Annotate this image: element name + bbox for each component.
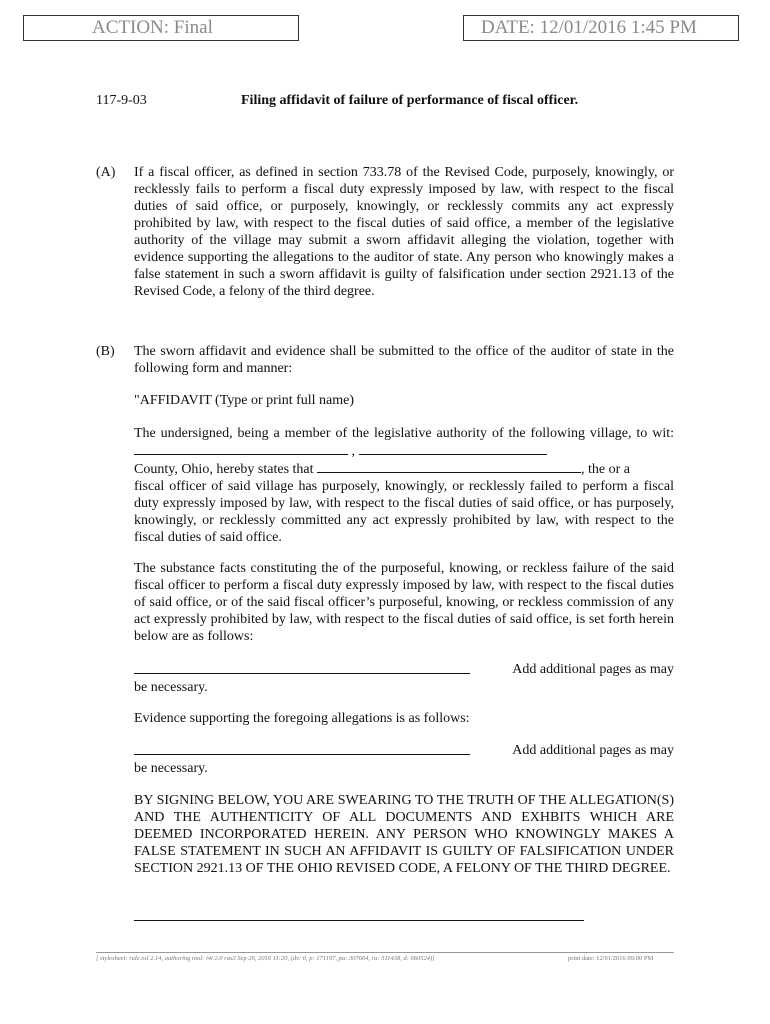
- affidavit-substance-paragraph: The substance facts constituting the of the purposeful, knowing, or reckless failure of the said fiscal officer to perform a fiscal duty expressly imposed by law, with respect to the fiscal duties of said office, or of the said fiscal officer’s purposeful, knowing, or reckless commission of any act expressly prohibited by law, with respect to the fiscal duties of said office, is set forth herein below are as follows:: [134, 561, 674, 644]
- affidavit-undersigned-continued: fiscal officer of said village has purposely, knowingly, or recklessly failed to perform a fiscal duty expressly imposed by law, with respect to the fiscal duties of said office, or has purposely, knowingly, or recklessly committed any act expressly prohibited by law, with respect to the fiscal duties of said office.: [134, 479, 674, 545]
- footer-divider: [96, 952, 674, 953]
- evidence-heading: Evidence supporting the foregoing allegations is as follows:: [134, 711, 470, 726]
- footer-stylesheet-info: [ stylesheet: rule.xsl 2.14, authoring tool: i4i 2.0 ras3 Sep 26, 2016 11:20, (dv: 0, p: 171197, pa: 307664, ra: 511438, d: 660524)]: [96, 955, 435, 962]
- county-text: County, Ohio, hereby states that: [134, 462, 314, 477]
- village-name-blank[interactable]: [134, 442, 348, 455]
- action-status-text: ACTION: Final: [92, 17, 213, 38]
- village-extra-blank[interactable]: [359, 442, 547, 455]
- rule-number: 117-9-03: [96, 93, 147, 108]
- action-status-box: [23, 15, 299, 41]
- sworn-warning-paragraph: BY SIGNING BELOW, YOU ARE SWEARING TO THE TRUTH OF THE ALLEGATION(S) AND THE AUTHENTICITY OF ALL DOCUMENTS AND EXHBITS WHICH ARE DEEMED INCORPORATED HEREIN. ANY PERSON WHO KNOWINGLY MAKES A FALSE STATEMENT IN SUCH AN AFFIDAVIT IS GUILTY OF FALSIFICATION UNDER SECTION 2921.13 OF THE OHIO REVISED CODE, A FELONY OF THE THIRD DEGREE.: [134, 793, 674, 876]
- add-pages-text-2: Add additional pages as may: [512, 743, 674, 758]
- affidavit-undersigned-line: [134, 425, 674, 546]
- comma-text: ,: [351, 444, 355, 459]
- paragraph-a: [96, 164, 674, 300]
- date-text: DATE: 12/01/2016 1:45 PM: [481, 17, 697, 38]
- be-necessary-text-1: be necessary.: [134, 680, 208, 695]
- officer-name-blank[interactable]: [317, 460, 581, 473]
- evidence-entry: [134, 742, 674, 777]
- substance-facts-entry: [134, 661, 674, 696]
- the-or-a-text: , the or a: [581, 462, 630, 477]
- paragraph-b-text: The sworn affidavit and evidence shall be submitted to the office of the auditor of state in the following form and manner:: [134, 344, 674, 376]
- affidavit-heading: "AFFIDAVIT (Type or print full name): [134, 393, 355, 408]
- signature-line[interactable]: [134, 920, 584, 921]
- paragraph-a-label: (A): [96, 165, 116, 180]
- affidavit-undersigned-text: The undersigned, being a member of the legislative authority of the following village, to wit:: [134, 426, 674, 441]
- paragraph-b-label: (B): [96, 344, 115, 359]
- paragraph-a-text: If a fiscal officer, as defined in section 733.78 of the Revised Code, purposely, knowingly, or recklessly fails to perform a fiscal duty expressly imposed by law, with respect to the fiscal duties of said office, or purposely, knowingly, or recklessly commits any act expressly prohibited by law, with respect to the fiscal duties of said office, a member of the legislative authority of the village may submit a sworn affidavit alleging the violation, together with evidence supporting the allegations to the auditor of state. Any person who knowingly makes a false statement in such a sworn affidavit is guilty of falsification under section 2921.13 of the Revised Code, a felony of the third degree.: [134, 165, 674, 299]
- footer-print-date: print date: 12/01/2016 09:00 PM: [568, 955, 654, 962]
- be-necessary-text-2: be necessary.: [134, 761, 208, 776]
- add-pages-text-1: Add additional pages as may: [512, 662, 674, 677]
- paragraph-b: [96, 343, 674, 377]
- substance-facts-blank[interactable]: [134, 661, 470, 674]
- evidence-blank[interactable]: [134, 742, 470, 755]
- date-box: [463, 15, 739, 41]
- rule-title: Filing affidavit of failure of performance of fiscal officer.: [241, 93, 579, 108]
